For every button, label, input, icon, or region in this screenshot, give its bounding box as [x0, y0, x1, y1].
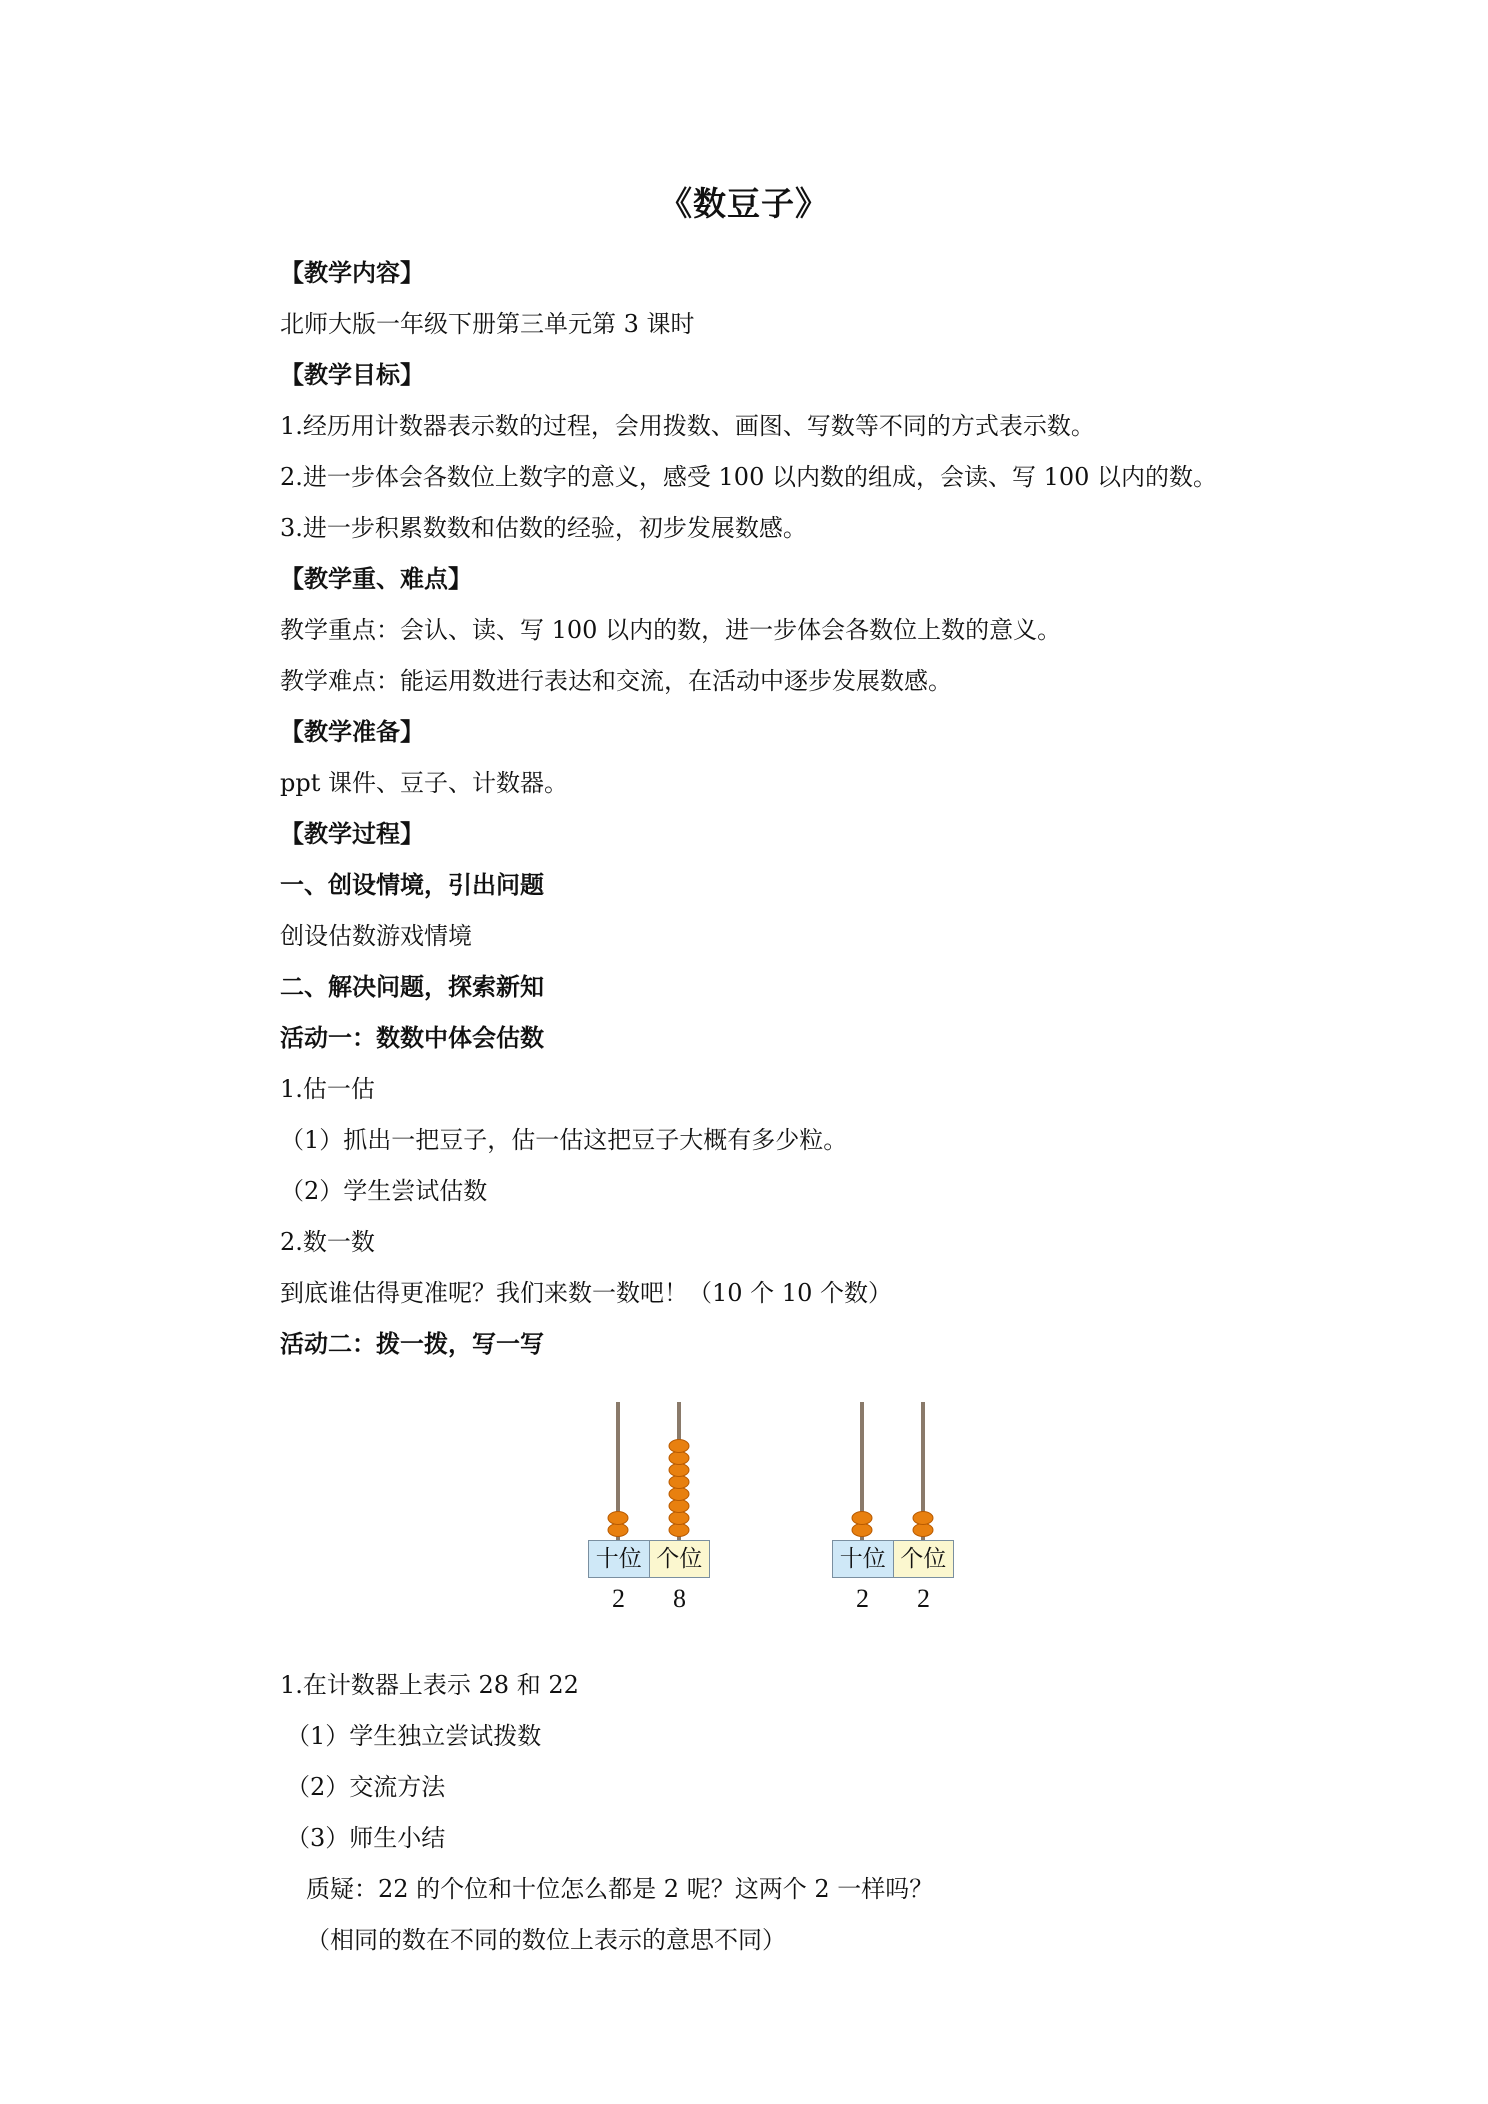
section-before-figure: [280, 248, 1320, 1370]
abacus-bead: [669, 1440, 689, 1453]
abacus-bead: [852, 1512, 872, 1525]
abacus-bead: [669, 1452, 689, 1465]
abacus-bead: [669, 1488, 689, 1501]
tens-digit: 2: [856, 1584, 869, 1613]
ones-digit: 8: [673, 1584, 686, 1613]
place-value-board: [832, 1540, 954, 1578]
section-heading: 活动一：数数中体会估数: [280, 1024, 544, 1052]
abacus-bead: [669, 1524, 689, 1537]
text-line: 创设估数游戏情境: [280, 922, 472, 950]
tens-place-label: 十位: [833, 1541, 894, 1577]
abacus-rods-28: [588, 1402, 718, 1542]
text-line: （2）学生尝试估数: [280, 1177, 488, 1205]
text-line: （1）学生独立尝试拨数: [286, 1722, 542, 1750]
ones-digit: 2: [917, 1584, 930, 1613]
section-heading: 【教学过程】: [280, 820, 424, 848]
text-line: 1.经历用计数器表示数的过程，会用拨数、画图、写数等不同的方式表示数。: [280, 412, 1095, 440]
ones-place-label: 个位: [894, 1541, 954, 1577]
abacus-bead: [913, 1512, 933, 1525]
document-title: 《数豆子》: [659, 184, 829, 223]
section-heading: 二、解决问题，探索新知: [280, 973, 544, 1001]
document-body: [280, 248, 1320, 1966]
section-heading: 活动二：拨一拨，写一写: [280, 1330, 544, 1358]
text-line: 2.进一步体会各数位上数字的意义，感受 100 以内数的组成，会读、写 100 以内的数。: [280, 463, 1218, 491]
section-heading: 一、创设情境，引出问题: [280, 871, 544, 899]
text-line: （3）师生小结: [286, 1824, 446, 1852]
abacus-bead: [608, 1512, 628, 1525]
tens-place-label: 十位: [589, 1541, 650, 1577]
text-line: 3.进一步积累数数和估数的经验，初步发展数感。: [280, 514, 807, 542]
text-line: （1）抓出一把豆子，估一估这把豆子大概有多少粒。: [280, 1126, 848, 1154]
text-line: 教学重点：会认、读、写 100 以内的数，进一步体会各数位上数的意义。: [280, 616, 1062, 644]
text-line: （相同的数在不同的数位上表示的意思不同）: [306, 1926, 786, 1954]
abacus-bead: [852, 1524, 872, 1537]
abacus-bead: [608, 1524, 628, 1537]
abacus-bead: [669, 1476, 689, 1489]
abacus-figure: [280, 1370, 1320, 1660]
abacus-bead: [669, 1464, 689, 1477]
abacus-bead: [913, 1524, 933, 1537]
section-after-figure: [280, 1660, 1320, 1966]
section-heading: 【教学准备】: [280, 718, 424, 746]
place-value-board: [588, 1540, 710, 1578]
text-line: ppt 课件、豆子、计数器。: [280, 769, 568, 797]
abacus-bead: [669, 1512, 689, 1525]
section-heading: 【教学重、难点】: [280, 565, 472, 593]
text-line: 2.数一数: [280, 1228, 375, 1256]
section-heading: 【教学目标】: [280, 361, 424, 389]
digit-row: [832, 1584, 954, 1614]
tens-digit: 2: [612, 1584, 625, 1613]
text-line: （2）交流方法: [286, 1773, 446, 1801]
ones-place-label: 个位: [650, 1541, 710, 1577]
text-line: 1.在计数器上表示 28 和 22: [280, 1671, 579, 1699]
text-line: 到底谁估得更准呢？我们来数一数吧！（10 个 10 个数）: [280, 1279, 892, 1307]
text-line: 北师大版一年级下册第三单元第 3 课时: [280, 310, 695, 338]
text-line: 质疑：22 的个位和十位怎么都是 2 呢？这两个 2 一样吗？: [306, 1875, 934, 1903]
digit-row: [588, 1584, 710, 1614]
text-line: 教学难点：能运用数进行表达和交流，在活动中逐步发展数感。: [280, 667, 952, 695]
abacus-bead: [669, 1500, 689, 1513]
abacus-rods-22: [832, 1402, 962, 1542]
text-line: 1.估一估: [280, 1075, 375, 1103]
section-heading: 【教学内容】: [280, 259, 424, 287]
